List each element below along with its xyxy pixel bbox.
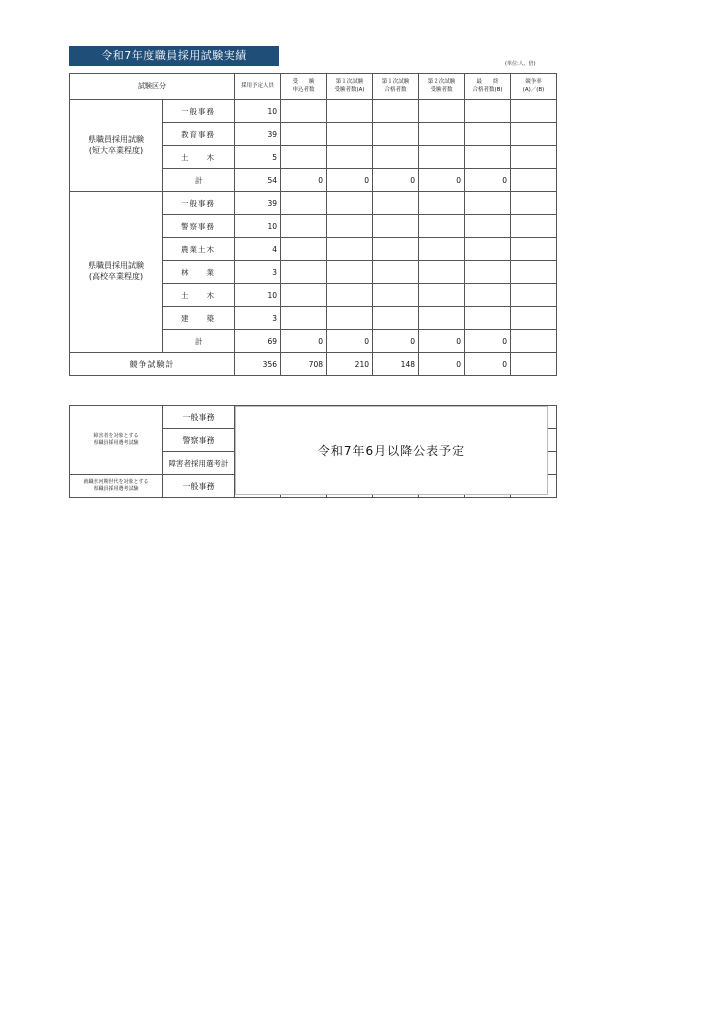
planned-cell: 39 (235, 123, 281, 146)
row-label: 警察事務 (163, 215, 235, 238)
row-label: 計 (163, 330, 235, 353)
row-label: 林 業 (163, 261, 235, 284)
results-table (69, 73, 557, 376)
final-passers-cell: 0 (465, 169, 511, 192)
group-label: 就職氷河期世代を対象とする 県職員採用選考試験 (70, 475, 163, 498)
applicants-cell: 708 (281, 353, 327, 376)
row-label: 一般事務 (163, 100, 235, 123)
first-examinees-cell: 0 (327, 169, 373, 192)
planned-cell: 69 (235, 330, 281, 353)
final-passers-cell: 0 (465, 353, 511, 376)
second-examinees-cell: 0 (419, 169, 465, 192)
header-ratio: 競争率 (A)／(B) (511, 74, 557, 100)
first-examinees-cell: 0 (327, 330, 373, 353)
header-row (70, 74, 557, 100)
header-planned: 採用予定人員 (235, 74, 281, 100)
planned-cell: 10 (235, 215, 281, 238)
first-passers-cell: 0 (373, 169, 419, 192)
page-title: 令和7年度職員採用試験実績 (69, 46, 279, 66)
row-label: 土 木 (163, 146, 235, 169)
second-examinees-cell: 0 (419, 353, 465, 376)
announcement-box: 令和7年6月以降公表予定 (235, 406, 548, 495)
planned-cell: 39 (235, 192, 281, 215)
row-label: 土 木 (163, 284, 235, 307)
planned-cell: 10 (235, 284, 281, 307)
row-label: 建 築 (163, 307, 235, 330)
grand-total-label: 競争試験計 (70, 353, 235, 376)
row-label: 計 (163, 169, 235, 192)
final-passers-cell: 0 (465, 330, 511, 353)
applicants-cell: 0 (281, 169, 327, 192)
row-label: 障害者採用選考計 (163, 452, 235, 475)
header-applicants: 受 験 申込者数 (281, 74, 327, 100)
table-row (70, 100, 557, 123)
row-label: 一般事務 (163, 406, 235, 429)
unit-note: (単位:人、倍) (505, 61, 536, 67)
group-label: 障害者を対象とする 県職員採用選考試験 (70, 406, 163, 475)
first-passers-cell: 148 (373, 353, 419, 376)
planned-cell: 3 (235, 307, 281, 330)
ratio-cell (511, 169, 557, 192)
header-final-passers: 最 終 合格者数(B) (465, 74, 511, 100)
row-label: 一般事務 (163, 475, 235, 498)
row-label: 農業土木 (163, 238, 235, 261)
grand-total-row (70, 353, 557, 376)
second-examinees-cell: 0 (419, 330, 465, 353)
row-label: 教育事務 (163, 123, 235, 146)
header-category: 試験区分 (70, 74, 235, 100)
header-first-passers: 第１次試験 合格者数 (373, 74, 419, 100)
planned-cell: 4 (235, 238, 281, 261)
ratio-cell (511, 353, 557, 376)
header-second-examinees: 第２次試験 受験者数 (419, 74, 465, 100)
group-label: 県職員採用試験 (高校卒業程度) (70, 192, 163, 353)
planned-cell: 3 (235, 261, 281, 284)
group-label: 県職員採用試験 (短大卒業程度) (70, 100, 163, 192)
ratio-cell (511, 330, 557, 353)
planned-cell: 10 (235, 100, 281, 123)
first-examinees-cell: 210 (327, 353, 373, 376)
planned-cell: 54 (235, 169, 281, 192)
row-label: 一般事務 (163, 192, 235, 215)
row-label: 警察事務 (163, 429, 235, 452)
table-row (70, 192, 557, 215)
planned-cell: 356 (235, 353, 281, 376)
planned-cell: 5 (235, 146, 281, 169)
header-first-examinees: 第１次試験 受験者数(A) (327, 74, 373, 100)
applicants-cell: 0 (281, 330, 327, 353)
first-passers-cell: 0 (373, 330, 419, 353)
